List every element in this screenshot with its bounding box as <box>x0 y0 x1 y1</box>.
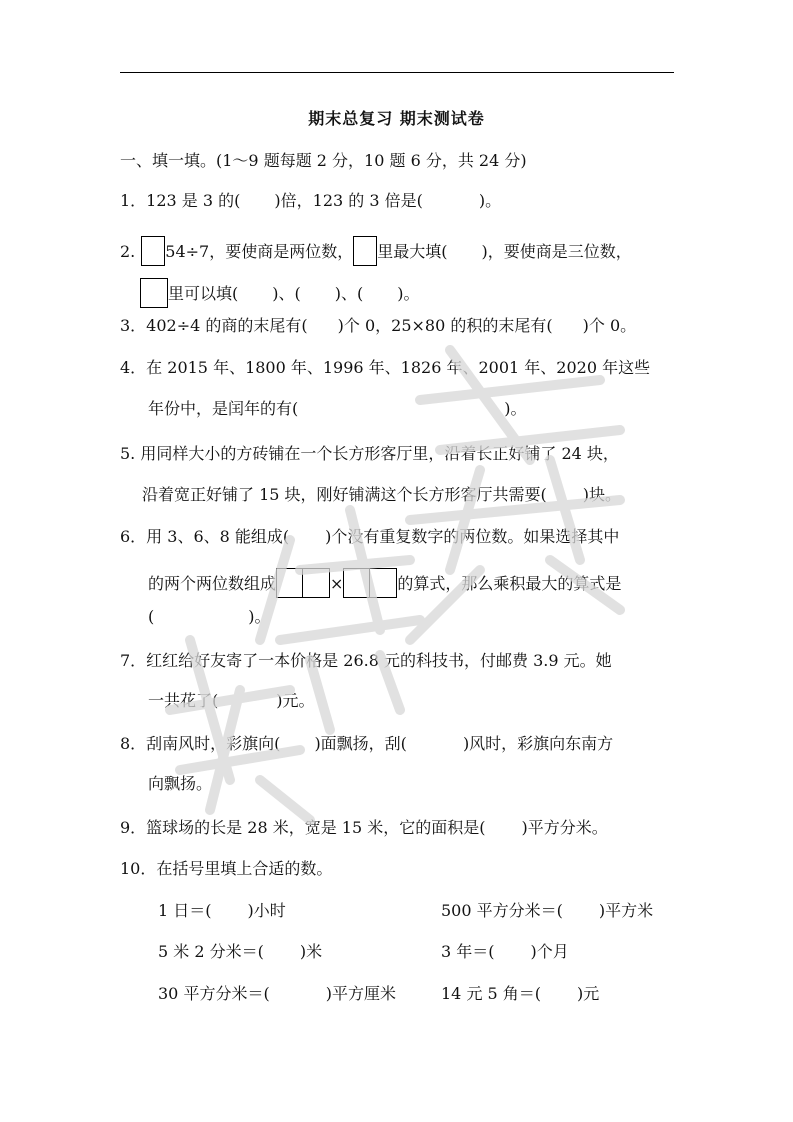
q7-text-a: 一共花了( <box>148 691 219 710</box>
q6-digit-box-1[interactable] <box>276 568 303 598</box>
question-9 <box>120 817 608 839</box>
q10-item-6-text-a: 14 元 5 角＝( <box>441 984 542 1003</box>
q10-item-3 <box>158 941 322 963</box>
question-5-line-2 <box>142 484 621 506</box>
q6-times-sign: × <box>330 574 344 593</box>
q10-item-6-text-b: )元 <box>577 984 600 1003</box>
q10-item-2-text-a: 500 平方分米＝( <box>441 901 563 920</box>
q9-text-a: 9．篮球场的长是 28 米，宽是 15 米，它的面积是( <box>120 818 486 837</box>
q2-text-g: )。 <box>397 284 420 303</box>
question-5-line-1: 5. 用同样大小的方砖铺在一个长方形客厅里，沿着长正好铺了 24 块， <box>120 444 619 463</box>
q10-item-4 <box>441 941 569 963</box>
question-4-line-2 <box>148 398 527 420</box>
q6-digit-box-4[interactable] <box>370 568 397 598</box>
question-6-line-3 <box>148 606 271 628</box>
question-2-line-1 <box>120 236 632 266</box>
question-8-line-2: 向飘扬。 <box>148 774 213 793</box>
q10-item-4-text-b: )个月 <box>530 942 569 961</box>
q8-text-c: )风时，彩旗向东南方 <box>462 734 614 753</box>
q10-item-5-text-b: )平方厘米 <box>325 984 396 1003</box>
q5-text-b: )块。 <box>582 485 622 504</box>
q4-text-b: )。 <box>504 399 527 418</box>
q6-text-f: )。 <box>248 607 271 626</box>
q6-text-a: 6．用 3、6、8 能组成( <box>120 527 290 546</box>
q2-digit-box-3[interactable] <box>140 278 168 308</box>
question-7-line-2 <box>148 690 315 712</box>
q6-text-e: ( <box>148 607 155 626</box>
page-title: 期末总复习 期末测试卷 <box>308 109 485 128</box>
question-10-heading: 10．在括号里填上合适的数。 <box>120 859 333 878</box>
q2-text-b: 里最大填( <box>377 242 448 261</box>
q8-text-a: 8．刮南风时，彩旗向( <box>120 734 281 753</box>
q10-item-3-text-a: 5 米 2 分米＝( <box>158 942 264 961</box>
question-2-line-2 <box>140 278 420 308</box>
q1-text-b: )倍，123 的 3 倍是( <box>274 191 423 210</box>
q1-text-a: 1．123 是 3 的( <box>120 191 241 210</box>
q10-item-3-text-b: )米 <box>299 942 323 961</box>
question-6-line-1 <box>120 526 619 548</box>
question-1 <box>120 190 501 212</box>
q6-text-b: )个没有重复数字的两位数。如果选择其中 <box>325 527 620 546</box>
q10-item-2-text-b: )平方米 <box>598 901 654 920</box>
q10-item-2 <box>441 900 653 922</box>
q10-item-6 <box>441 983 599 1005</box>
q10-item-1-text-a: 1 日＝( <box>158 901 212 920</box>
question-7-line-1: 7．红红给好友寄了一本价格是 26.8 元的科技书，付邮费 3.9 元。她 <box>120 651 612 670</box>
q2-digit-box-1[interactable] <box>141 236 165 266</box>
question-4-line-1: 4．在 2015 年、1800 年、1996 年、1826 年、2001 年、2020 年这些 <box>120 358 651 377</box>
q3-text-c: )个 0。 <box>582 316 637 335</box>
q2-text-c: )，要使商是三位数， <box>481 242 632 261</box>
q3-text-a: 3．402÷4 的商的末尾有( <box>120 316 308 335</box>
q10-item-1 <box>158 900 286 922</box>
q6-text-d: 的算式，那么乘积最大的算式是 <box>397 574 622 593</box>
q1-text-c: )。 <box>478 191 502 210</box>
header-rule <box>120 72 674 73</box>
q9-text-b: )平方分米。 <box>521 818 608 837</box>
q6-digit-box-3[interactable] <box>343 568 370 598</box>
q10-item-1-text-b: )小时 <box>247 901 286 920</box>
q10-item-5-text-a: 30 平方分米＝( <box>158 984 270 1003</box>
q4-text-a: 年份中，是闰年的有( <box>148 399 299 418</box>
q2-text-a: 54÷7，要使商是两位数， <box>165 242 354 261</box>
q6-text-c: 的两个两位数组成 <box>148 574 277 593</box>
q2-digit-box-2[interactable] <box>353 236 377 266</box>
q2-text-e: )、( <box>272 284 301 303</box>
q10-item-5 <box>158 983 396 1005</box>
q3-text-b: )个 0，25×80 的积的末尾有( <box>337 316 553 335</box>
q2-number: 2. <box>120 242 136 261</box>
q10-item-4-text-a: 3 年＝( <box>441 942 495 961</box>
q7-text-b: )元。 <box>276 691 315 710</box>
q6-digit-box-2[interactable] <box>303 568 330 598</box>
question-6-line-2 <box>148 568 621 598</box>
question-8-line-1 <box>120 733 613 755</box>
q5-text-a: 沿着宽正好铺了 15 块，刚好铺满这个长方形客厅共需要( <box>142 485 547 504</box>
q8-text-b: )面飘扬，刮( <box>314 734 407 753</box>
q2-text-d: 里可以填( <box>168 284 239 303</box>
q2-text-f: )、( <box>334 284 364 303</box>
section1-heading: 一、填一填。(1～9 题每题 2 分，10 题 6 分，共 24 分) <box>120 151 527 170</box>
question-3 <box>120 315 636 337</box>
